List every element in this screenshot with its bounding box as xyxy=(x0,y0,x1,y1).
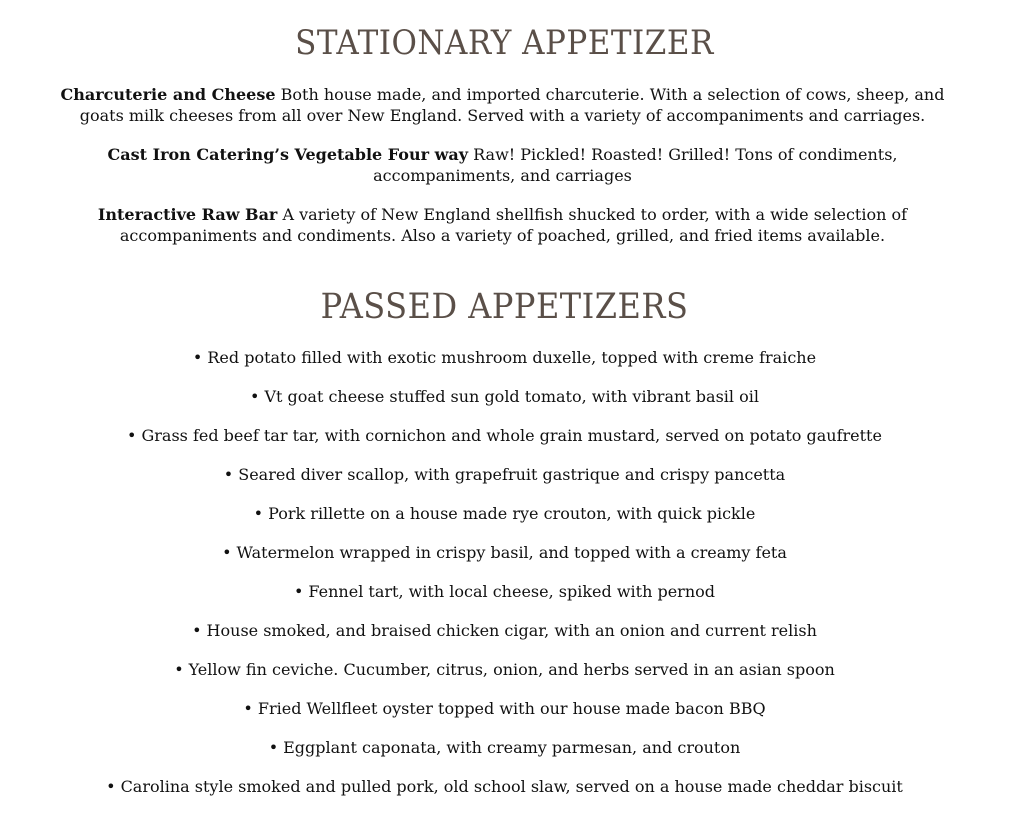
passed-appetizers-title: PASSED APPETIZERS xyxy=(320,285,689,327)
bullet: • xyxy=(253,504,264,523)
item-name: Interactive Raw Bar xyxy=(97,205,278,224)
item-text: Yellow fin ceviche. Cucumber, citrus, onion, and herbs served in an asian spoon xyxy=(188,660,835,679)
list-item xyxy=(0,425,1009,464)
stationary-appetizer-title: STATIONARY APPETIZER xyxy=(295,23,714,63)
bullet: • xyxy=(174,660,184,679)
item-name: Charcuterie and Cheese xyxy=(60,85,276,104)
bullet: • xyxy=(192,621,202,640)
item-text: Red potato filled with exotic mushroom duxelle, topped with creme fraiche xyxy=(207,348,817,367)
list-item xyxy=(0,347,1009,386)
list-item xyxy=(0,542,1009,581)
bullet: • xyxy=(127,426,137,445)
item-text: Watermelon wrapped in crispy basil, and topped with a creamy feta xyxy=(236,543,787,562)
stationary-appetizer-list xyxy=(50,84,955,264)
list-item xyxy=(0,386,1009,425)
item-text: Seared diver scallop, with grapefruit gastrique and crispy pancetta xyxy=(238,465,786,484)
item-text: House smoked, and braised chicken cigar, with an onion and current relish xyxy=(206,621,817,640)
stationary-item-vegetable-four-way xyxy=(50,144,955,186)
bullet: • xyxy=(192,348,203,367)
item-text: Pork rillette on a house made rye crouton, with quick pickle xyxy=(268,504,756,523)
bullet: • xyxy=(293,582,304,601)
list-item xyxy=(0,737,1009,776)
list-item xyxy=(0,776,1009,815)
item-text: Fried Wellfleet oyster topped with our house made bacon BBQ xyxy=(257,699,766,718)
stationary-item-raw-bar xyxy=(50,204,955,246)
list-item xyxy=(0,620,1009,659)
bullet: • xyxy=(250,387,260,406)
bullet: • xyxy=(268,738,279,757)
bullet: • xyxy=(106,777,116,796)
bullet: • xyxy=(243,699,253,718)
item-description: A variety of New England shellfish shucked to order, with a wide selection of accompaniments and condiments. Also a variety of poached, grilled, and fried items available. xyxy=(119,205,908,245)
bullet: • xyxy=(223,465,234,484)
list-item xyxy=(0,659,1009,698)
stationary-item-charcuterie xyxy=(50,84,955,126)
bullet: • xyxy=(222,543,232,562)
item-text: Grass fed beef tar tar, with cornichon and whole grain mustard, served on potato gaufrette xyxy=(141,426,882,445)
item-text: Vt goat cheese stuffed sun gold tomato, with vibrant basil oil xyxy=(264,387,759,406)
item-description: Raw! Pickled! Roasted! Grilled! Tons of condiments, accompaniments, and carriages xyxy=(373,145,898,185)
item-text: Eggplant caponata, with creamy parmesan, and crouton xyxy=(283,738,741,757)
list-item xyxy=(0,581,1009,620)
passed-appetizers-list xyxy=(0,347,1009,815)
item-text: Carolina style smoked and pulled pork, old school slaw, served on a house made cheddar biscuit xyxy=(120,777,903,796)
item-name: Cast Iron Catering’s Vegetable Four way xyxy=(107,145,469,164)
list-item xyxy=(0,503,1009,542)
list-item xyxy=(0,698,1009,737)
item-description: Both house made, and imported charcuterie. With a selection of cows, sheep, and goats milk cheeses from all over New England. Served with a variety of accompaniments and carriages. xyxy=(79,85,945,125)
item-text: Fennel tart, with local cheese, spiked with pernod xyxy=(308,582,715,601)
list-item xyxy=(0,464,1009,503)
